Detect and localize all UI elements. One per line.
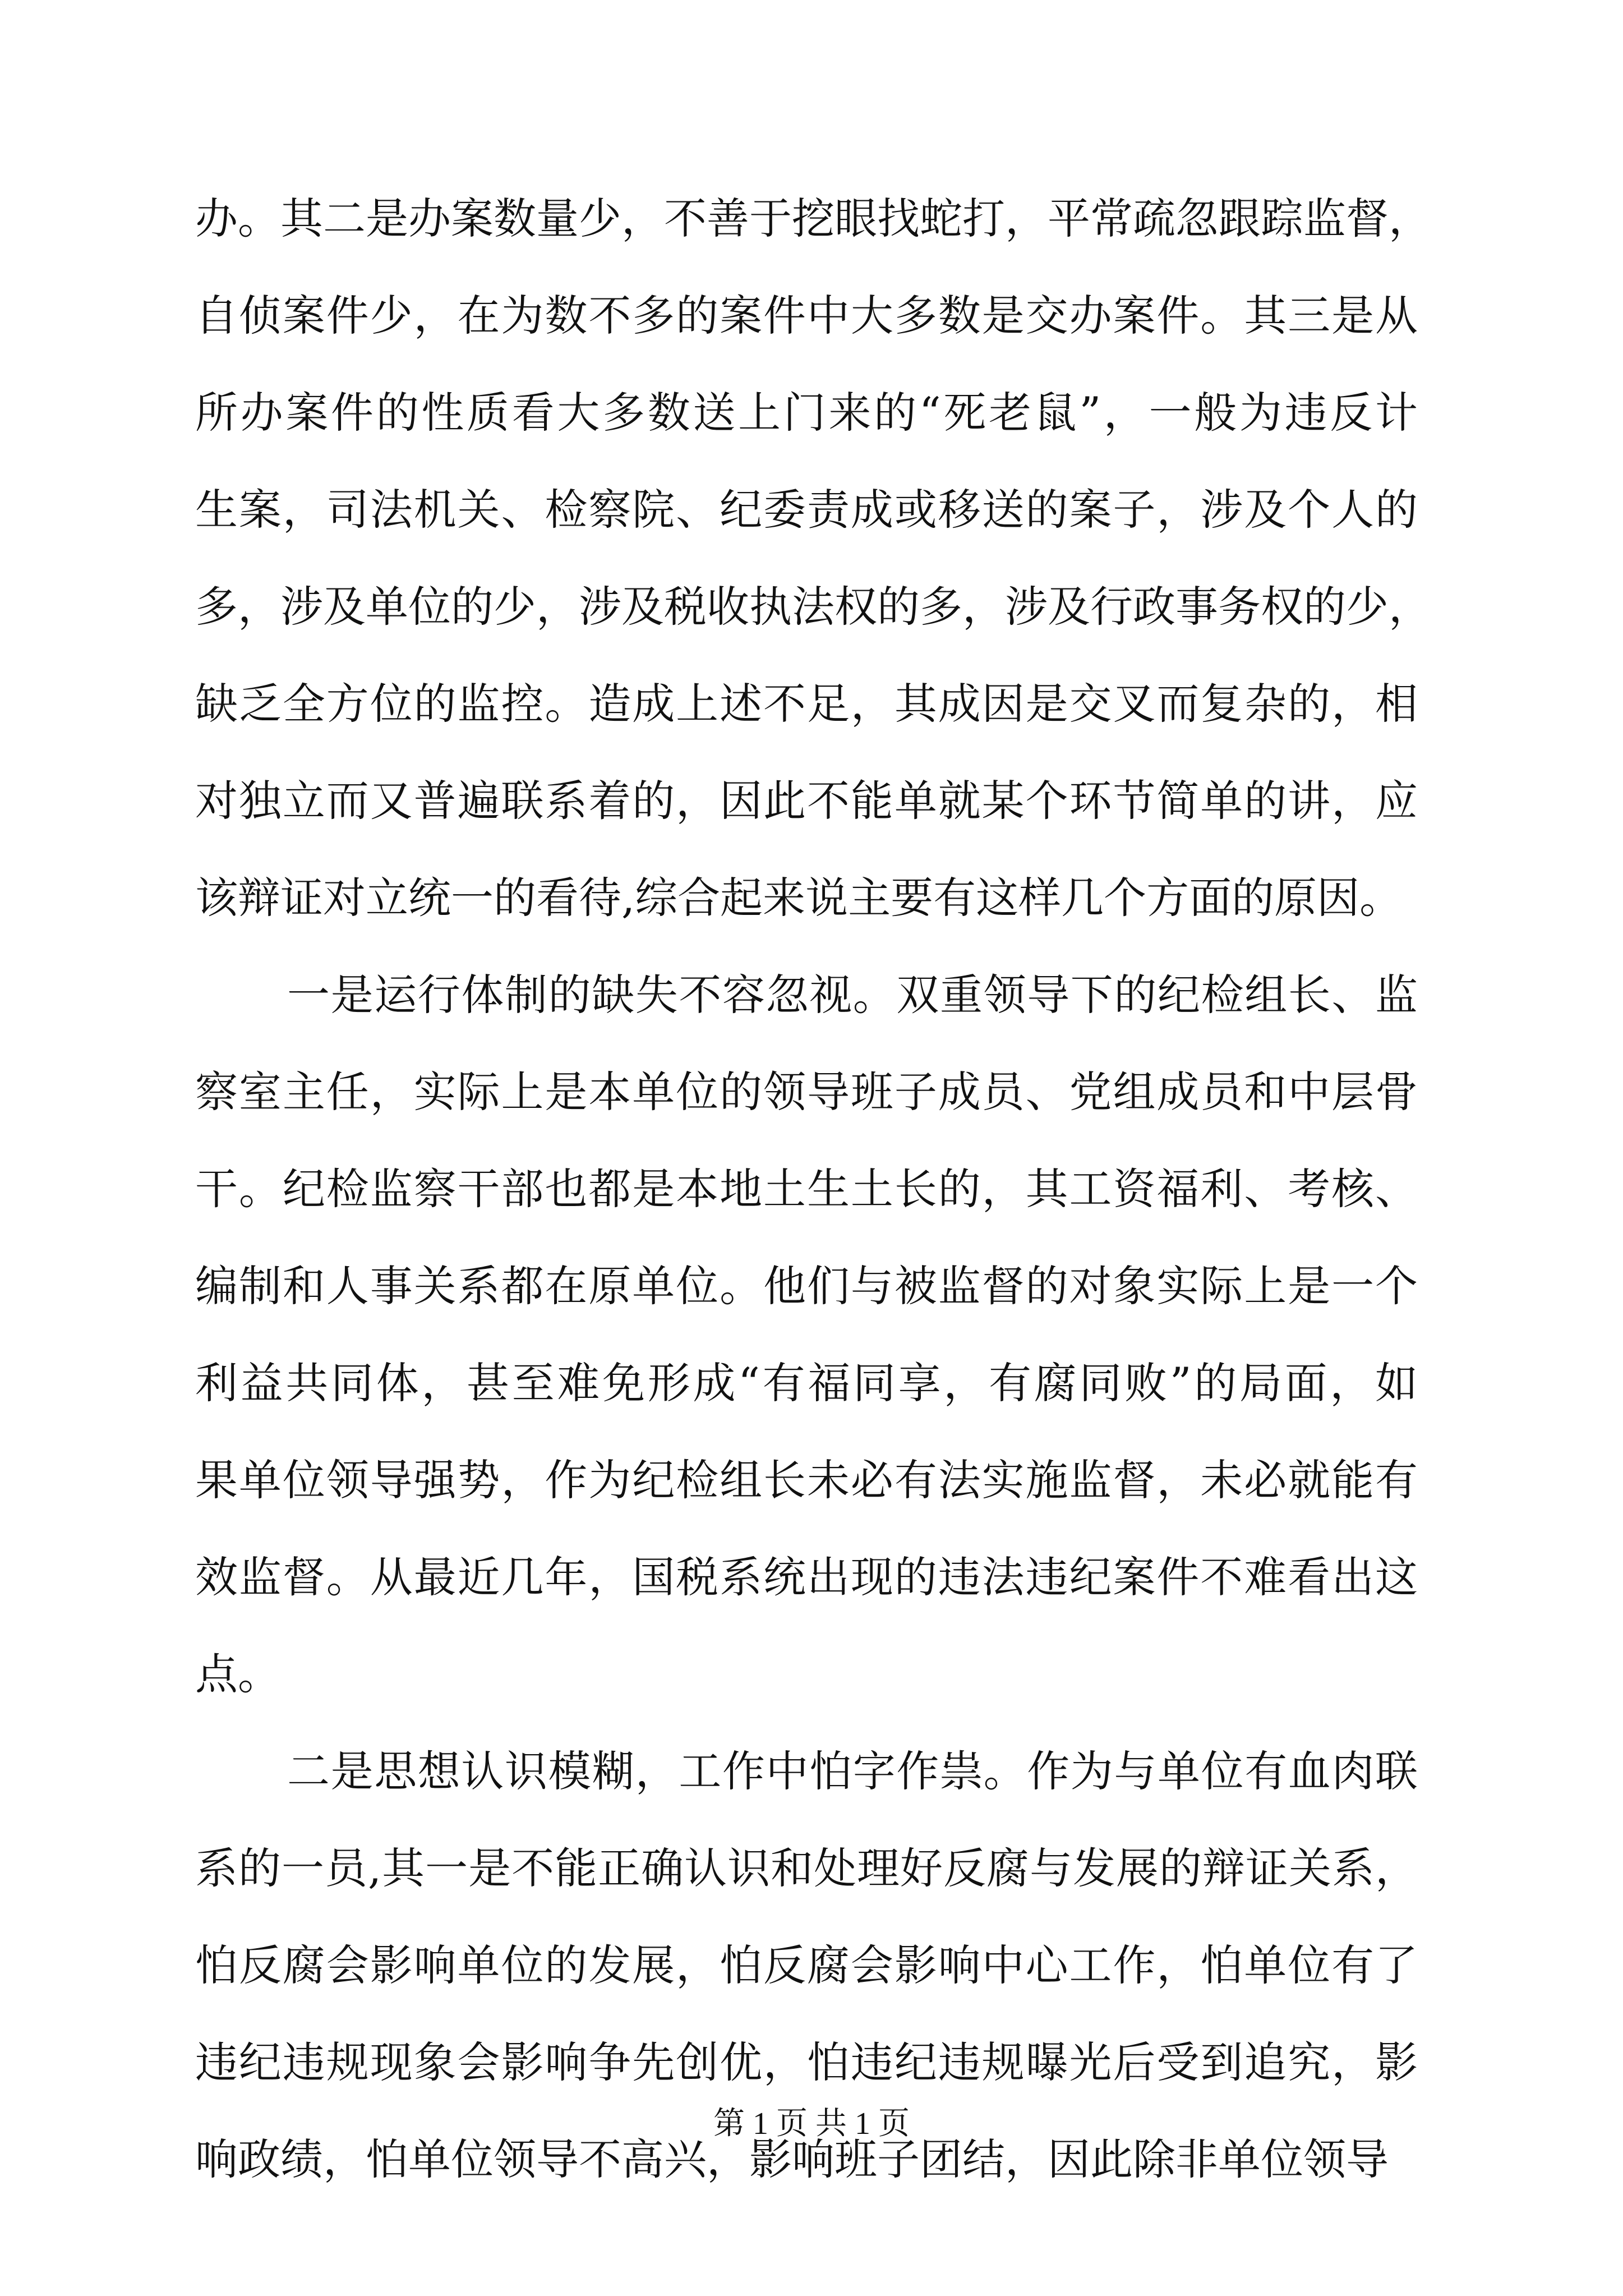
paragraph-1-line-6: 缺乏全方位的监控。造成上述不足，其成因是交叉而复杂的，相 [195,679,1418,729]
paragraph-3-line-2: 系的一员,其一是不能正确认识和处理好反腐与发展的辩证关系， [195,1843,1418,1893]
document-body [195,194,1431,2235]
paragraph-3-line-3: 怕反腐会影响单位的发展，怕反腐会影响中心工作，怕单位有了 [195,1940,1418,1990]
paragraph-1-line-3: 所办案件的性质看大多数送上门来的“死老鼠”，一般为违反计 [195,388,1418,438]
paragraph-1-line-7: 对独立而又普遍联系着的，因此不能单就某个环节简单的讲，应 [195,776,1418,826]
paragraph-2-line-1: 一是运行体制的缺失不容忽视。双重领导下的纪检组长、监 [287,970,1418,1020]
paragraph-2-line-2: 察室主任，实际上是本单位的领导班子成员、党组成员和中层骨 [195,1067,1418,1117]
page-footer: 第 1 页 共 1 页 [713,2106,910,2141]
paragraph-2-line-7: 效监督。从最近几年，国税系统出现的违法违纪案件不难看出这 [195,1552,1418,1602]
paragraph-3-line-5: 响政绩，怕单位领导不高兴，影响班子团结，因此除非单位领导 [195,2134,1389,2184]
paragraph-1-line-8: 该辩证对立统一的看待,综合起来说主要有这样几个方面的原因。 [195,873,1403,923]
paragraph-3-line-4: 违纪违规现象会影响争先创优，怕违纪违规曝光后受到追究，影 [195,2037,1418,2087]
paragraph-1-line-1: 办。其二是办案数量少，不善于挖眼找蛇打，平常疏忽跟踪监督， [195,194,1431,243]
paragraph-2-line-5: 利益共同体，甚至难免形成“有福同享，有腐同败”的局面，如 [195,1358,1418,1408]
paragraph-1-line-5: 多，涉及单位的少，涉及税收执法权的多，涉及行政事务权的少， [195,582,1431,632]
paragraph-2-line-4: 编制和人事关系都在原单位。他们与被监督的对象实际上是一个 [195,1261,1418,1311]
paragraph-1-line-4: 生案，司法机关、检察院、纪委责成或移送的案子，涉及个人的 [195,485,1418,535]
paragraph-2-line-8: 点。 [195,1649,280,1699]
paragraph-3-line-1: 二是思想认识模糊，工作中怕字作祟。作为与单位有血肉联 [287,1746,1418,1796]
paragraph-2-line-3: 干。纪检监察干部也都是本地土生土长的，其工资福利、考核、 [195,1164,1418,1214]
paragraph-1-line-2: 自侦案件少，在为数不多的案件中大多数是交办案件。其三是从 [195,291,1418,341]
paragraph-2-line-6: 果单位领导强势，作为纪检组长未必有法实施监督，未必就能有 [195,1455,1418,1505]
